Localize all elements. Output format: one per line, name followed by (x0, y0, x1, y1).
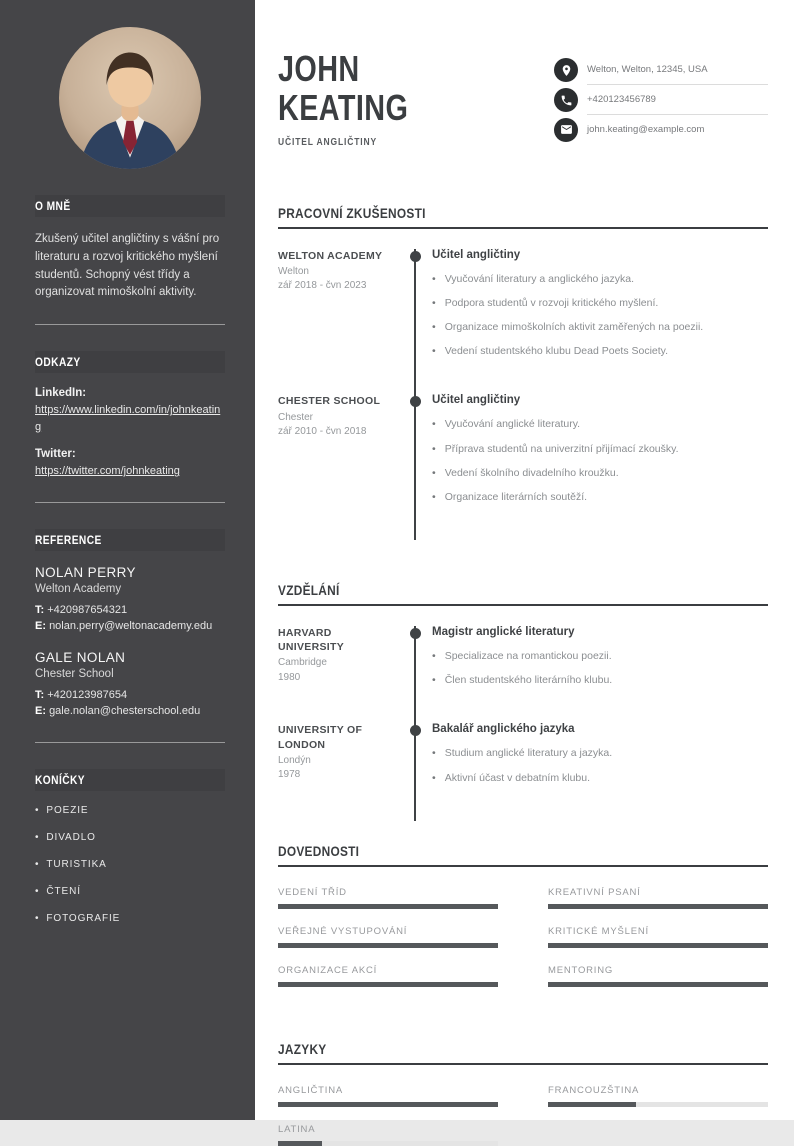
level-bar-fill (278, 904, 498, 909)
experience-heading: PRACOVNÍ ZKUŠENOSTI (278, 205, 768, 229)
bullet-icon: • (432, 321, 436, 334)
sidebar-divider (35, 502, 225, 503)
languages-section (278, 1041, 768, 1146)
languages-grid (278, 1085, 768, 1146)
entry-meta (278, 626, 400, 723)
sidebar (0, 0, 255, 1120)
bullet-icon: • (432, 650, 436, 663)
level-bar-fill (548, 982, 768, 987)
entry-title: Bakalář anglického jazyka (432, 723, 575, 736)
entry-location: Cambridge (278, 657, 327, 669)
sidebar-divider (35, 742, 225, 743)
entry-title: Učitel angličtiny (432, 394, 521, 407)
bullet-icon: • (35, 831, 40, 843)
entry-bullet (432, 296, 768, 310)
entry-bullet (432, 771, 768, 785)
email-icon (554, 118, 578, 142)
level-bar-label: FRANCOUZŠTINA (548, 1084, 640, 1096)
bullet-text: Aktivní účast v debatním klubu. (444, 771, 591, 784)
phone-icon (554, 88, 578, 112)
bullet-icon: • (432, 771, 436, 784)
timeline-entry (278, 249, 768, 395)
bullet-icon: • (432, 674, 436, 687)
level-bar-track (278, 1141, 498, 1146)
bullet-text: Člen studentského literárního klubu. (444, 674, 613, 687)
level-bar-track (278, 943, 498, 948)
level-bar-item (278, 926, 498, 948)
linkedin-link[interactable]: https://www.linkedin.com/in/johnkeating (35, 404, 221, 433)
bullet-icon: • (432, 272, 436, 285)
bullet-icon: • (432, 296, 436, 309)
profile-photo (59, 27, 201, 169)
level-bar-label: ORGANIZACE AKCÍ (278, 964, 378, 976)
phone-value: +420987654321 (47, 603, 128, 616)
entry-bullet (432, 320, 768, 334)
level-bar-track (278, 982, 498, 987)
bullet-icon: • (35, 858, 40, 870)
entry-organization: CHESTER SCHOOL (278, 395, 381, 408)
bullet-icon: • (432, 418, 436, 431)
hobby-label: DIVADLO (46, 831, 96, 843)
hobby-list (35, 805, 225, 924)
entry-title: Magistr anglické literatury (432, 626, 575, 639)
level-bar-fill (278, 1141, 322, 1146)
bullet-icon: • (432, 490, 436, 503)
education-heading: VZDĚLÁNÍ (278, 582, 768, 606)
entry-bullet-list (432, 272, 768, 359)
experience-section (278, 205, 768, 540)
bullet-text: Studium anglické literatury a jazyka. (444, 747, 613, 760)
level-bar-label: KRITICKÉ MYŠLENÍ (548, 925, 649, 937)
contact-phone: +420123456789 (587, 85, 768, 115)
hobby-item (35, 805, 225, 816)
entry-content (414, 249, 768, 395)
person-name (278, 50, 441, 128)
level-bar-item (278, 1085, 498, 1107)
entry-bullet-list (432, 649, 768, 687)
bullet-text: Vedení studentského klubu Dead Poets Society. (444, 345, 669, 358)
resume-header (278, 50, 768, 148)
level-bar-item (548, 887, 768, 909)
level-bar-fill (548, 904, 768, 909)
bullet-text: Vyučování anglické literatury. (444, 418, 581, 431)
phone-value: +420123987654 (47, 688, 128, 701)
entry-meta (278, 723, 400, 820)
entry-bullet (432, 272, 768, 286)
timeline-entry (278, 723, 768, 820)
bullet-text: Vyučování literatury a anglického jazyka. (444, 272, 634, 285)
contact-email: john.keating@example.com (587, 124, 705, 135)
level-bar-label: VEDENÍ TŘÍD (278, 886, 347, 898)
last-name: KEATING (278, 86, 409, 128)
level-bar-item (548, 926, 768, 948)
entry-bullet (432, 673, 768, 687)
link-label: LinkedIn: (35, 387, 87, 400)
entry-dates: zář 2010 - čvn 2018 (278, 426, 367, 438)
skills-heading: DOVEDNOSTI (278, 843, 768, 867)
entry-organization: UNIVERSITY OF LONDON (278, 724, 363, 751)
link-label: Twitter: (35, 448, 76, 461)
contact-row-phone (554, 85, 768, 115)
level-bar-item (278, 965, 498, 987)
level-bar-label: ANGLIČTINA (278, 1084, 344, 1096)
contact-location: Welton, Welton, 12345, USA (587, 55, 768, 85)
level-bar-track (278, 904, 498, 909)
languages-heading: JAZYKY (278, 1041, 768, 1065)
level-bar-fill (548, 943, 768, 948)
entry-bullet-list (432, 417, 768, 504)
level-bar-item (278, 1124, 498, 1146)
entry-organization: HARVARD UNIVERSITY (278, 627, 345, 654)
hobby-label: FOTOGRAFIE (46, 912, 121, 924)
entry-bullet (432, 344, 768, 358)
level-bar-label: VEŘEJNÉ VYSTUPOVÁNÍ (278, 925, 408, 937)
timeline-dot-icon (410, 725, 421, 736)
level-bar-track (278, 1102, 498, 1107)
entry-dates: 1978 (278, 769, 301, 781)
education-entries (278, 626, 768, 821)
entry-bullet (432, 466, 768, 480)
entry-bullet (432, 490, 768, 504)
entry-bullet (432, 649, 768, 663)
bullet-icon: • (432, 466, 436, 479)
entry-content (414, 394, 768, 540)
links-heading: ODKAZY (35, 351, 225, 373)
bullet-icon: • (35, 804, 40, 816)
references-heading: REFERENCE (35, 529, 225, 551)
hobby-item (35, 913, 225, 924)
entry-content (414, 626, 768, 723)
bullet-icon: • (35, 885, 40, 897)
timeline-dot-icon (410, 396, 421, 407)
reference-name: NOLAN PERRY (35, 564, 136, 580)
contact-list (554, 55, 768, 148)
phone-label: T: (35, 603, 45, 616)
reference-email (35, 703, 225, 720)
bullet-text: Organizace literárních soutěží. (444, 490, 588, 503)
entry-location: Chester (278, 411, 314, 423)
contact-row-location (554, 55, 768, 85)
bullet-icon: • (432, 747, 436, 760)
level-bar-track (548, 943, 768, 948)
level-bar-item (548, 1085, 768, 1107)
entry-content (414, 723, 768, 820)
entry-bullet (432, 746, 768, 760)
level-bar-track (548, 982, 768, 987)
timeline-dot-icon (410, 251, 421, 262)
entry-meta (278, 394, 400, 540)
twitter-link[interactable]: https://twitter.com/johnkeating (35, 465, 180, 478)
email-value: nolan.perry@weltonacademy.edu (49, 620, 213, 633)
education-section (278, 582, 768, 821)
first-name: JOHN (278, 48, 360, 89)
entry-location: Londýn (278, 754, 311, 766)
bullet-text: Podpora studentů v rozvoji kritického myšlení. (444, 296, 659, 309)
reference-item (35, 565, 225, 635)
entry-dates: 1980 (278, 671, 301, 683)
reference-email (35, 618, 225, 635)
link-item-twitter (35, 448, 225, 480)
level-bar-item (278, 887, 498, 909)
level-bar-label: KREATIVNÍ PSANÍ (548, 886, 641, 898)
hobby-item (35, 832, 225, 843)
entry-title: Učitel angličtiny (432, 248, 521, 261)
reference-item (35, 650, 225, 720)
level-bar-item (548, 965, 768, 987)
experience-entries (278, 249, 768, 540)
entry-bullet-list (432, 746, 768, 784)
hobby-item (35, 886, 225, 897)
entry-location: Welton (278, 265, 309, 277)
entry-meta (278, 249, 400, 395)
hobby-label: TURISTIKA (46, 858, 107, 870)
hobby-label: POEZIE (46, 804, 89, 816)
bullet-icon: • (432, 345, 436, 358)
reference-organization: Chester School (35, 667, 114, 680)
location-icon (554, 58, 578, 82)
timeline-entry (278, 626, 768, 723)
entry-bullet (432, 442, 768, 456)
about-heading: O MNĚ (35, 195, 225, 217)
skills-section (278, 843, 768, 987)
entry-bullet (432, 417, 768, 431)
email-value: gale.nolan@chesterschool.edu (49, 705, 201, 718)
timeline-entry (278, 394, 768, 540)
email-label: E: (35, 705, 46, 718)
level-bar-track (548, 1102, 768, 1107)
bullet-text: Příprava studentů na univerzitní přijímací zkoušky. (444, 442, 679, 455)
hobby-item (35, 859, 225, 870)
contact-row-email (554, 115, 768, 144)
reference-name: GALE NOLAN (35, 649, 126, 665)
email-label: E: (35, 620, 46, 633)
reference-phone (35, 687, 225, 704)
bullet-text: Vedení školního divadelního kroužku. (444, 466, 619, 479)
level-bar-label: MENTORING (548, 964, 614, 976)
timeline-dot-icon (410, 628, 421, 639)
sidebar-divider (35, 324, 225, 325)
entry-dates: zář 2018 - čvn 2023 (278, 280, 367, 292)
bullet-text: Organizace mimoškolních aktivit zaměřených na poezii. (444, 321, 704, 334)
phone-label: T: (35, 688, 45, 701)
entry-organization: WELTON ACADEMY (278, 249, 383, 262)
hobbies-heading: KONÍČKY (35, 769, 225, 791)
level-bar-fill (278, 1102, 498, 1107)
name-block (278, 50, 441, 148)
reference-organization: Welton Academy (35, 582, 122, 595)
bullet-text: Specializace na romantickou poezii. (444, 650, 612, 663)
person-job-title: UČITEL ANGLIČTINY (278, 136, 377, 148)
profile-photo-illustration (59, 27, 201, 169)
reference-phone (35, 602, 225, 619)
link-item-linkedin (35, 387, 225, 435)
bullet-icon: • (432, 442, 436, 455)
hobby-label: ČTENÍ (46, 885, 81, 897)
level-bar-track (548, 904, 768, 909)
skills-grid (278, 887, 768, 987)
level-bar-fill (278, 982, 498, 987)
main-column (255, 0, 794, 1135)
level-bar-label: LATINA (278, 1123, 316, 1135)
about-text: Zkušený učitel angličtiny s vášní pro literaturu a rozvoj kritického myšlení studentů. Schopný vést třídy a organizovat mimoškolní aktivity. (35, 233, 220, 299)
bullet-icon: • (35, 912, 40, 924)
level-bar-fill (548, 1102, 636, 1107)
level-bar-fill (278, 943, 498, 948)
